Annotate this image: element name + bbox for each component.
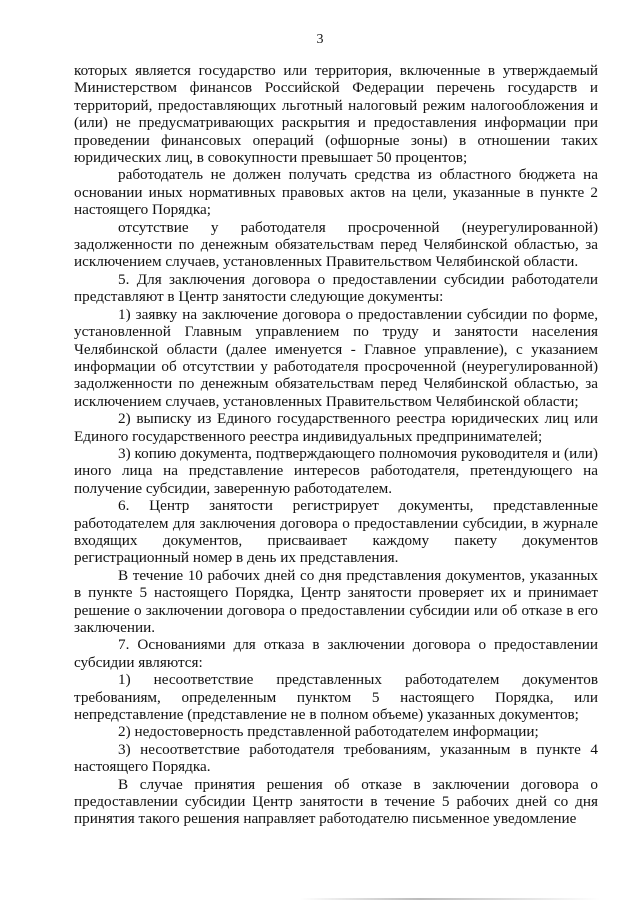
- paragraph-offshore-continuation: которых является государство или территория, включенные в утверждаемый Министерством финансов Российской Федерации перечень государств и территорий, предоставляющих льготный налоговый режим налогообложения и (или) не предусматривающих раскрытия и предоставления информации при проведении финансовых операций (офшорные зоны) в отношении таких юридических лиц, в совокупности превышает 50 процентов;: [74, 62, 598, 167]
- paragraph-5-item-3: 3) копию документа, подтверждающего полномочия руководителя и (или) иного лица на представление интересов работодателя, претендующего на получение субсидии, заверенную работодателем.: [74, 444, 598, 497]
- paragraph-section-6-review: В течение 10 рабочих дней со дня представления документов, указанных в пункте 5 настоящего Порядка, Центр занятости проверяет их и принимает решение о заключении договора о предоставлении субсидии или об отказе в его заключении.: [74, 566, 598, 636]
- paragraph-7-item-1: 1) несоответствие представленных работодателем документов требованиям, определенным пунктом 5 настоящего Порядка, или непредставление (представление не в полном объеме) указанных документов;: [74, 671, 598, 724]
- paragraph-no-other-budget-funds: работодатель не должен получать средства из областного бюджета на основании иных нормативных правовых актов на цели, указанные в пункте 2 настоящего Порядка;: [74, 166, 598, 219]
- paragraph-5-item-1: 1) заявку на заключение договора о предоставлении субсидии по форме, установленной Главным управлением по труду и занятости населения Челябинской области (далее именуется - Главное управление), с указанием информации об отсутствии у работодателя просроченной (неурегулированной) задолженности по денежным обязательствам перед Челябинской областью, за исключением случаев, установленных Правительством Челябинской области;: [74, 305, 598, 410]
- paragraph-5-item-2: 2) выписку из Единого государственного реестра юридических лиц или Единого государственного реестра индивидуальных предпринимателей;: [74, 410, 598, 445]
- paragraph-section-5: 5. Для заключения договора о предоставлении субсидии работодатели представляют в Центр занятости следующие документы:: [74, 270, 598, 306]
- paragraph-section-7: 7. Основаниями для отказа в заключении договора о предоставлении субсидии являются:: [74, 636, 598, 671]
- paragraph-no-overdue-debt: отсутствие у работодателя просроченной (неурегулированной) задолженности по денежным обязательствам перед Челябинской областью, за исключением случаев, установленных Правительством Челябинской области.: [74, 218, 598, 271]
- page-number: 3: [316, 32, 324, 47]
- paragraph-section-6: 6. Центр занятости регистрирует документы, представленные работодателем для заключения договора о предоставлении субсидии, в журнале входящих документов, присваивает каждому пакету документов регистрационный номер в день их представления.: [74, 497, 598, 567]
- scan-edge-mark: [300, 898, 600, 900]
- document-body: [74, 62, 598, 828]
- paragraph-7-item-2: 2) недостоверность представленной работодателем информации;: [118, 723, 539, 741]
- paragraph-refusal-notice: В случае принятия решения об отказе в заключении договора о предоставлении субсидии Центр занятости в течение 5 рабочих дней со дня принятия такого решения направляет работодателю письменное уведомление: [74, 775, 598, 828]
- paragraph-7-item-3: 3) несоответствие работодателя требованиям, указанным в пункте 4 настоящего Порядка.: [74, 740, 598, 776]
